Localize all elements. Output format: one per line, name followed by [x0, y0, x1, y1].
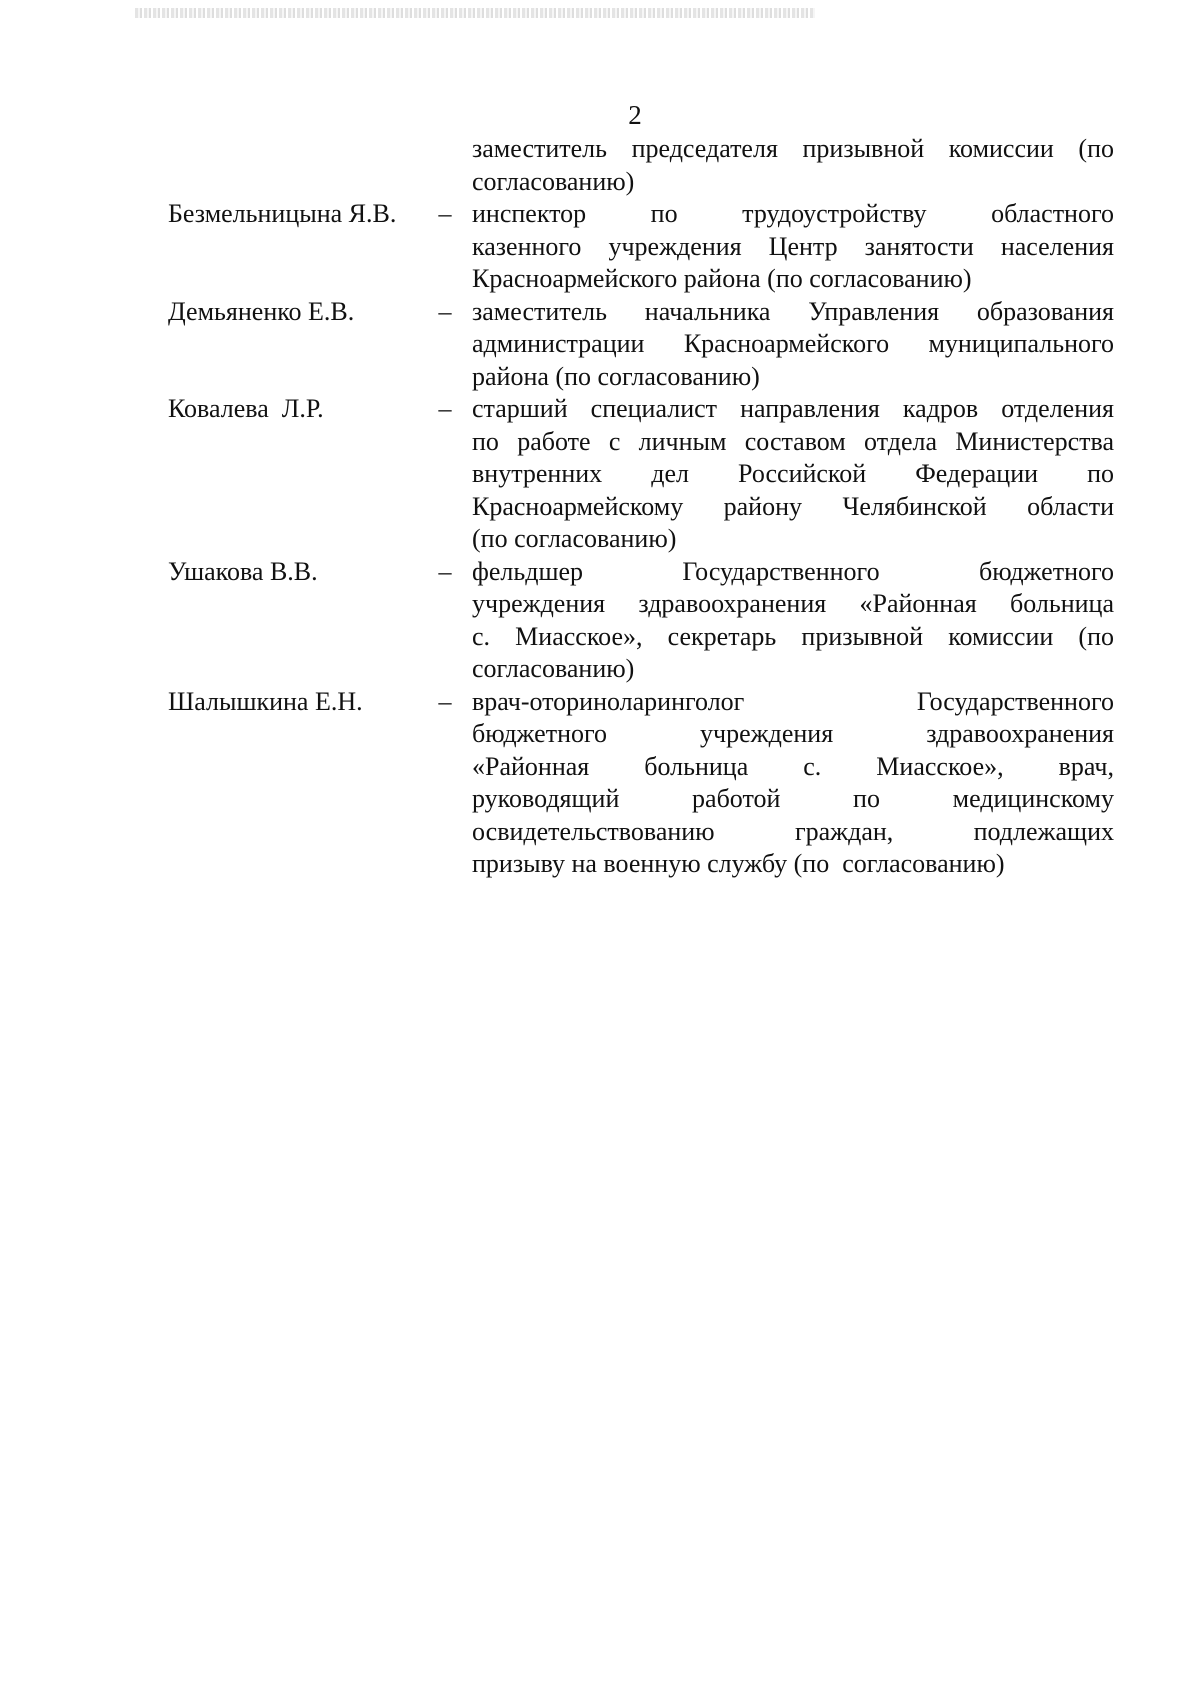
role-line: согласованию): [472, 166, 635, 196]
role-line: освидетельствованию граждан, подлежащих: [472, 816, 1114, 846]
member-name: Шалышкина Е.Н.: [168, 686, 363, 716]
member-name: Ковалева Л.Р.: [168, 394, 324, 423]
role-line: Красноармейскому району Челябинской области: [472, 491, 1114, 521]
member-entry: [168, 296, 1118, 394]
member-role: [472, 556, 1114, 686]
member-name: Демьяненко Е.В.: [168, 296, 355, 326]
role-line: старший специалист направления кадров отделения: [472, 394, 1114, 423]
member-role: [472, 133, 1114, 198]
member-entry: [168, 686, 1118, 881]
member-entry: [168, 556, 1118, 686]
member-dash: –: [438, 296, 452, 326]
role-line: с. Миасское», секретарь призывной комиссии (по: [472, 621, 1114, 651]
role-line: «Районная больница с. Миасское», врач,: [472, 751, 1114, 781]
role-line: внутренних дел Российской Федерации по: [472, 459, 1114, 488]
member-dash: –: [438, 556, 452, 586]
page-number: 2: [628, 100, 642, 130]
member-dash: –: [438, 686, 452, 716]
role-line: заместитель председателя призывной комиссии (по: [472, 134, 1114, 163]
member-role: [472, 296, 1114, 394]
member-dash: –: [438, 394, 452, 423]
role-line: района (по согласованию): [472, 361, 760, 391]
member-dash: –: [438, 199, 452, 228]
role-line: (по согласованию): [472, 524, 677, 553]
continuation-entry: [168, 133, 1118, 198]
member-entry: [168, 393, 1118, 556]
member-role: [472, 393, 1114, 556]
role-line: по работе с личным составом отдела Министерства: [472, 426, 1114, 456]
role-line: фельдшер Государственного бюджетного: [472, 556, 1114, 586]
role-line: казенного учреждения Центр занятости населения: [472, 231, 1114, 261]
member-name: Безмельницына Я.В.: [168, 199, 397, 228]
member-role: [472, 686, 1114, 881]
role-line: учреждения здравоохранения «Районная больница: [472, 589, 1114, 618]
role-line: администрации Красноармейского муниципального: [472, 329, 1114, 358]
commission-roster: [168, 133, 1118, 881]
role-line: руководящий работой по медицинскому: [472, 784, 1114, 813]
role-line: бюджетного учреждения здравоохранения: [472, 719, 1114, 748]
role-line: призыву на военную службу (по согласованию): [472, 849, 1005, 878]
member-role: [472, 198, 1114, 296]
role-line: согласованию): [472, 654, 635, 683]
role-line: врач-оториноларинголог Государственного: [472, 686, 1114, 716]
role-line: Красноармейского района (по согласованию): [472, 264, 972, 293]
member-entry: [168, 198, 1118, 296]
member-name: Ушакова В.В.: [168, 556, 318, 586]
role-line: заместитель начальника Управления образования: [472, 296, 1114, 326]
role-line: инспектор по трудоустройству областного: [472, 199, 1114, 228]
scan-header-artifact: [135, 8, 815, 18]
